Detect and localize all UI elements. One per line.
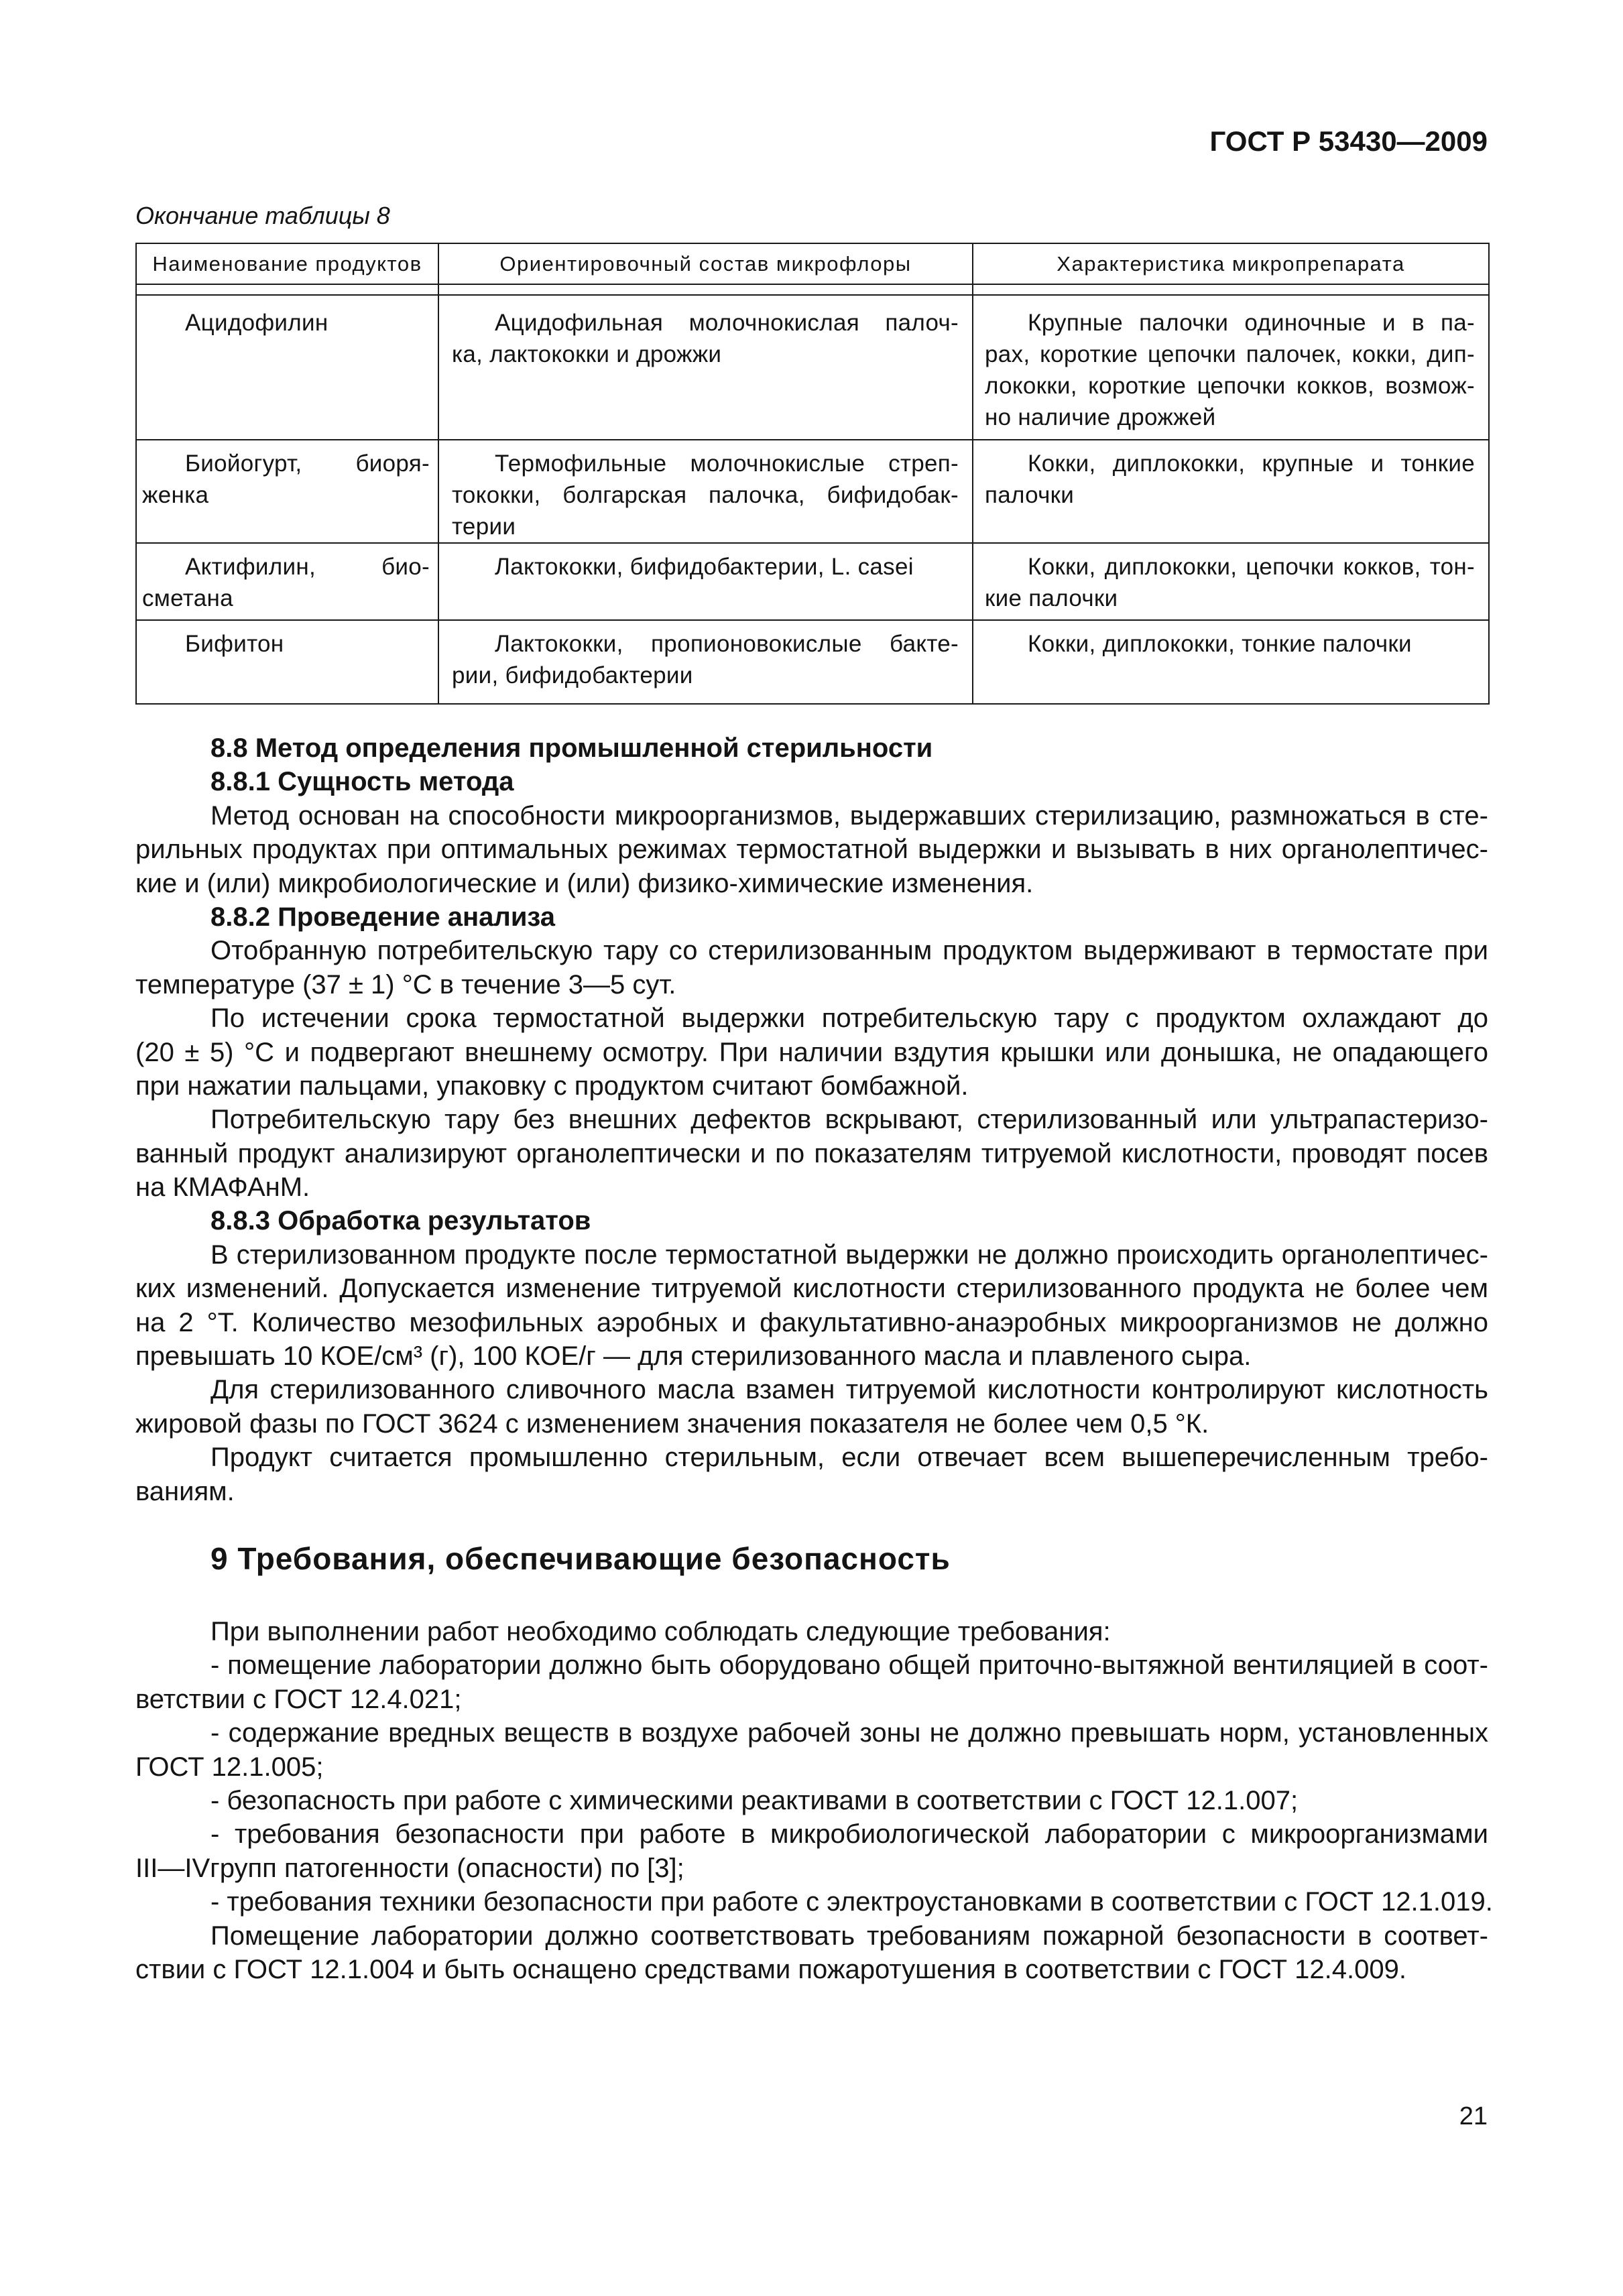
microflora-cell — [438, 543, 973, 620]
microflora-cell — [438, 440, 973, 543]
table-row — [136, 440, 1489, 543]
table-cell-line: Лактококки, пропионовокислые бакте- — [495, 631, 959, 657]
paragraph-line: (20 ± 5) °С и подвергают внешнему осмотру. При наличии вздутия крышки или донышка, не опадающего — [135, 1037, 1488, 1067]
paragraph-line: ваниям. — [135, 1476, 235, 1506]
table-header-row — [136, 243, 1489, 284]
table-cell-line: Актифилин, био- — [185, 554, 430, 580]
table-cell-line: тококки, болгарская палочка, бифидобак- — [452, 482, 959, 508]
microflora-table — [135, 243, 1490, 705]
document-body — [135, 731, 1493, 1986]
table-cell-line: рии, бифидобактерии — [452, 662, 693, 688]
list-item-line: - требования безопасности при работе в микробиологической лаборатории с микроорганизмами — [211, 1819, 1488, 1850]
paragraph — [135, 1002, 1488, 1103]
paragraph-line: При выполнении работ необходимо соблюдать следующие требования: — [211, 1616, 1111, 1646]
paragraph-line: ствии с ГОСТ 12.1.004 и быть оснащено средствами пожаротушения в соответствии с ГОСТ 12.4.009. — [135, 1954, 1406, 1984]
section-body — [135, 1615, 1493, 1986]
paragraph-line: Продукт считается промышленно стерильным, если отвечает всем вышеперечисленным требо- — [211, 1443, 1488, 1473]
characteristic-cell — [973, 620, 1489, 704]
subsection-heading: 8.8.1 Сущность метода — [211, 767, 514, 797]
separator-cell — [136, 284, 438, 295]
product-cell — [136, 620, 438, 704]
paragraph-line: ванный продукт анализируют органолептически и по показателям титруемой кислотности, проводят посев — [135, 1138, 1488, 1168]
product-cell — [136, 295, 438, 440]
list-item-line: ГОСТ 12.1.005; — [135, 1752, 324, 1782]
paragraph-line: Помещение лаборатории должно соответствовать требованиям пожарной безопасности в соответ- — [211, 1921, 1488, 1951]
characteristic-cell — [973, 543, 1489, 620]
table-cell-line: лококки, короткие цепочки кокков, возмож- — [985, 373, 1475, 399]
table-cell-line: Лактококки, бифидобактерии, L. casei — [495, 554, 914, 580]
column-header-product: Наименование продуктов — [136, 243, 438, 284]
microflora-cell — [438, 620, 973, 704]
table-cell-line: Кокки, диплококки, тонкие палочки — [1028, 631, 1412, 657]
paragraph — [135, 934, 1488, 1002]
paragraph-line: жировой фазы по ГОСТ 3624 с изменением значения показателя не более чем 0,5 °К. — [135, 1408, 1209, 1439]
list-item — [135, 1885, 1493, 1919]
document-code-header: ГОСТ Р 53430—2009 — [1209, 125, 1488, 157]
table-row — [136, 620, 1489, 704]
microflora-cell — [438, 295, 973, 440]
table-cell-line: но наличие дрожжей — [985, 404, 1216, 430]
list-item — [135, 1716, 1488, 1784]
paragraph-line: Отобранную потребительскую тару со стерилизованным продуктом выдерживают в термостате при — [211, 936, 1488, 966]
paragraph — [135, 799, 1488, 900]
table-cell-line: ка, лактококки и дрожжи — [452, 341, 722, 367]
list-item-line: III—IVгрупп патогенности (опасности) по [3]; — [135, 1853, 684, 1883]
list-item — [135, 1648, 1488, 1716]
paragraph-line: Метод основан на способности микроорганизмов, выдержавших стерилизацию, размножаться в сте- — [211, 800, 1488, 831]
list-item-line: - помещение лаборатории должно быть оборудовано общей приточно-вытяжной вентиляцией в соот- — [211, 1650, 1488, 1681]
paragraph-line: Для стерилизованного сливочного масла взамен титруемой кислотности контролируют кислотность — [211, 1375, 1488, 1405]
paragraph-line: Потребительскую тару без внешних дефектов вскрывают, стерилизованный или ультрапастеризо- — [211, 1105, 1488, 1135]
list-item-line: - требования техники безопасности при работе с электроустановками в соответствии с ГОСТ 12.1.019. — [211, 1887, 1493, 1917]
table-cell-line: терии — [452, 513, 516, 540]
list-item-line: ветствии с ГОСТ 12.4.021; — [135, 1684, 462, 1714]
paragraph-line: при нажатии пальцами, упаковку с продуктом считают бомбажной. — [135, 1071, 969, 1101]
subsection-heading: 8.8.3 Обработка результатов — [211, 1206, 591, 1236]
paragraph-line: температуре (37 ± 1) °С в течение 3—5 сут. — [135, 969, 676, 1000]
table-cell-line: женка — [142, 482, 209, 508]
table-cell-line: Бифитон — [185, 631, 284, 657]
paragraph-line: на 2 °Т. Количество мезофильных аэробных и факультативно-анаэробных микроорганизмов не должно — [135, 1307, 1488, 1337]
table-cell-line: Ацидофильная молочнокислая палоч- — [495, 310, 959, 336]
table-cell-line: Кокки, диплококки, крупные и тонкие — [1028, 450, 1475, 477]
table-cell-line: Ацидофилин — [185, 310, 328, 336]
product-cell — [136, 440, 438, 543]
list-item — [135, 1817, 1488, 1885]
list-item — [135, 1784, 1488, 1817]
section-title: 9 Требования, обеспечивающие безопасность — [211, 1540, 951, 1576]
table-header-separator — [136, 284, 1489, 295]
table-cell-line: Кокки, диплококки, цепочки кокков, тон- — [1028, 554, 1475, 580]
paragraph-line: превышать 10 КОЕ/см³ (г), 100 КОЕ/г — для стерилизованного масла и плавленого сыра. — [135, 1341, 1252, 1372]
table-cell-line: палочки — [985, 482, 1075, 508]
subsection-heading: 8.8.2 Проведение анализа — [211, 902, 556, 932]
paragraph — [135, 1103, 1488, 1204]
characteristic-cell — [973, 440, 1489, 543]
table-cell-line: Термофильные молочнокислые стреп- — [495, 450, 959, 477]
table-cell-line: кие палочки — [985, 585, 1118, 611]
column-header-microflora: Ориентировочный состав микрофлоры — [438, 243, 973, 284]
section-heading: 8.8 Метод определения промышленной стерильности — [211, 733, 933, 763]
list-item-line: - содержание вредных веществ в воздухе рабочей зоны не должно превышать норм, установленных — [211, 1718, 1488, 1748]
table-row — [136, 543, 1489, 620]
paragraph-line: В стерилизованном продукте после термостатной выдержки не должно происходить органолептичес- — [211, 1240, 1488, 1270]
paragraph-line: на КМАФАнМ. — [135, 1172, 310, 1203]
page-number: 21 — [1459, 2102, 1488, 2130]
table-caption: Окончание таблицы 8 — [135, 202, 390, 229]
paragraph — [135, 1238, 1488, 1374]
paragraph-line: По истечении срока термостатной выдержки потребительскую тару с продуктом охлаждают до — [211, 1004, 1488, 1034]
paragraph-line: рильных продуктах при оптимальных режимах термостатной выдержки и вызывать в них органолептичес- — [135, 835, 1488, 865]
paragraph-line: ких изменений. Допускается изменение титруемой кислотности стерилизованного продукта не более чем — [135, 1274, 1488, 1304]
table-cell-line: сметана — [142, 585, 233, 611]
table-cell-line: Крупные палочки одиночные и в па- — [1028, 310, 1475, 336]
characteristic-cell — [973, 295, 1489, 440]
table-cell-line: рах, короткие цепочки палочек, кокки, дип- — [985, 341, 1475, 367]
table-cell-line: Биойогурт, биоря- — [185, 450, 430, 477]
paragraph — [135, 1373, 1488, 1441]
product-cell — [136, 543, 438, 620]
paragraph — [135, 1919, 1488, 1987]
paragraph-line: кие и (или) микробиологические и (или) физико-химические изменения. — [135, 868, 1034, 898]
separator-cell — [973, 284, 1489, 295]
list-item-line: - безопасность при работе с химическими реактивами в соответствии с ГОСТ 12.1.007; — [211, 1785, 1299, 1815]
table-row — [136, 295, 1489, 440]
separator-cell — [438, 284, 973, 295]
paragraph — [135, 1441, 1488, 1508]
column-header-characteristic: Характеристика микропрепарата — [973, 243, 1489, 284]
